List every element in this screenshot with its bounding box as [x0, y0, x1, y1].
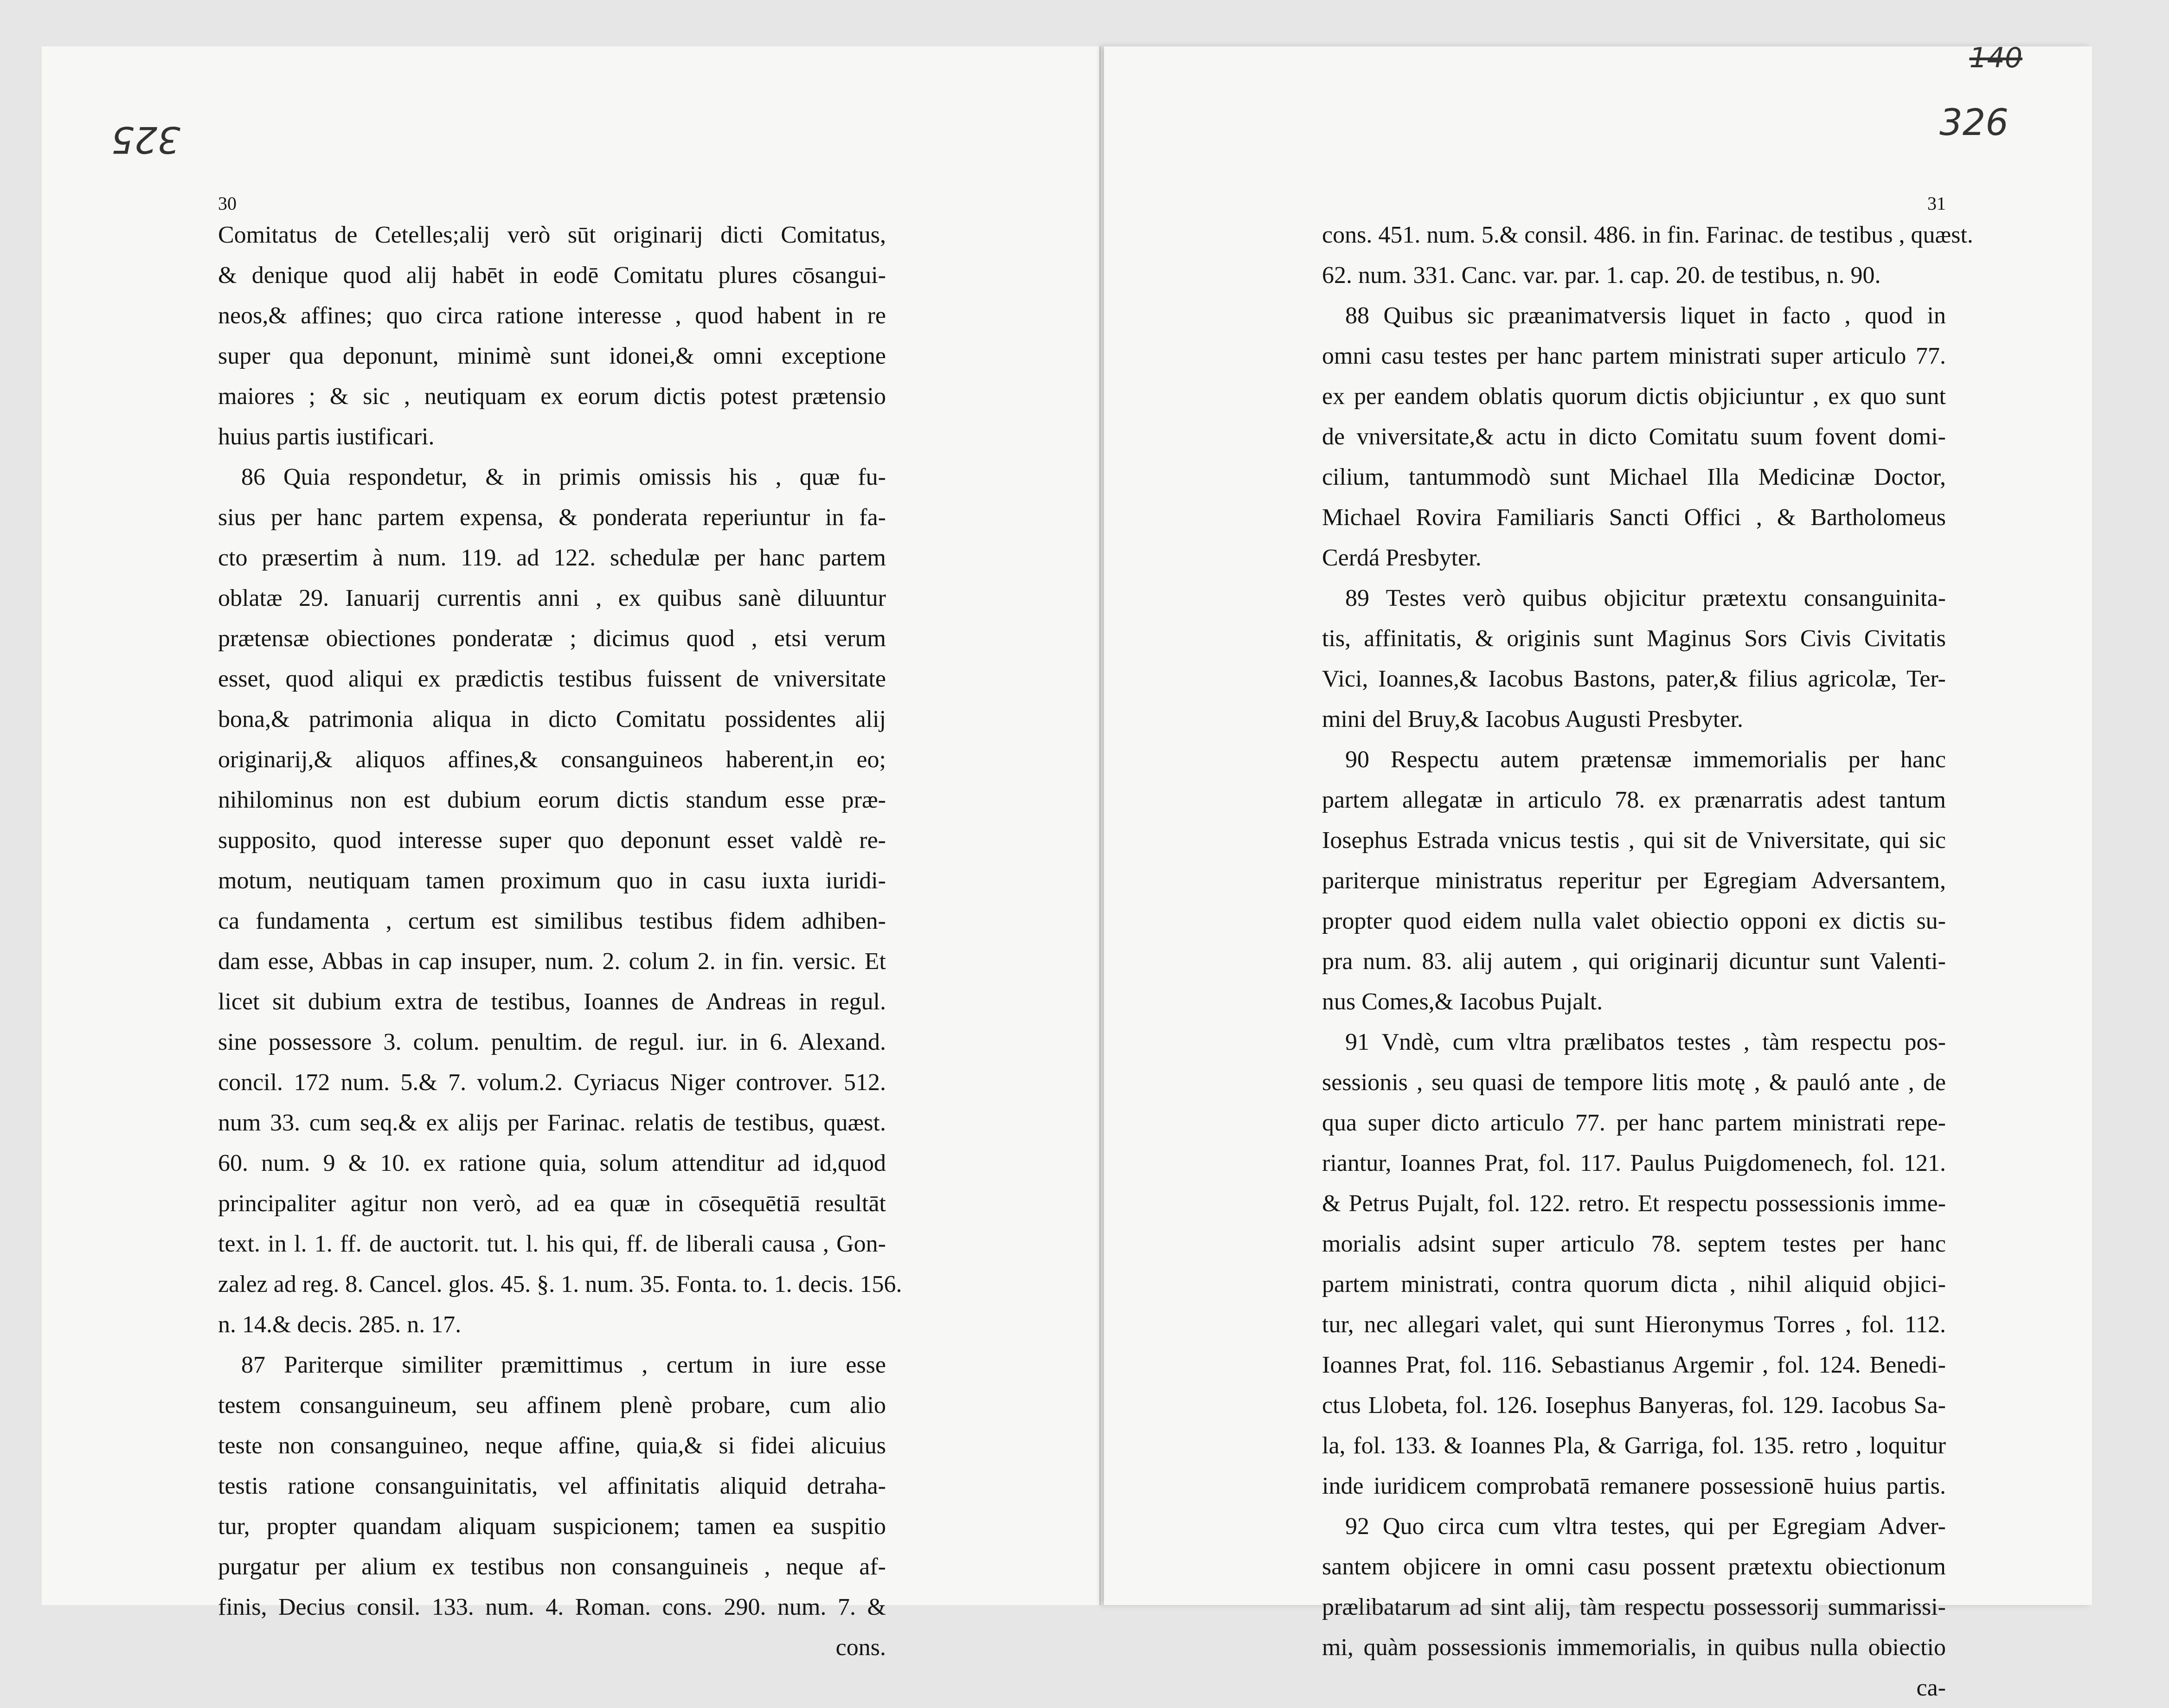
text-line: teste non consanguineo, neque affine, quia,& si fidei alicuius — [218, 1432, 886, 1459]
text-line: zalez ad reg. 8. Cancel. glos. 45. §. 1. num. 35. Fonta. to. 1. decis. 156. — [218, 1271, 902, 1297]
text-line: huius partis iustificari. — [218, 424, 435, 450]
text-line: prælibatarum ad sint alij, tàm respectu possessorij summarissi- — [1322, 1594, 1946, 1620]
text-line: maiores ; & sic , neutiquam ex eorum dictis potest prætensio — [218, 383, 886, 410]
text-line: cto præsertim à num. 119. ad 122. schedulæ per hanc partem — [218, 545, 886, 571]
text-line: Vici, Ioannes,& Iacobus Bastons, pater,& filius agricolæ, Ter- — [1322, 666, 1946, 692]
text-line: Cerdá Presbyter. — [1322, 545, 1482, 571]
text-line: purgatur per alium ex testibus non consanguineis , neque af- — [218, 1554, 886, 1580]
text-line: bona,& patrimonia aliqua in dicto Comitatu possidentes alij — [218, 706, 886, 732]
handwritten-folio-number: 326 — [1939, 102, 2009, 144]
text-line: 87 Pariterque similiter præmittimus , certum in iure esse — [241, 1352, 886, 1378]
text-line: 89 Testes verò quibus objicitur prætextu consanguinita- — [1345, 585, 1946, 611]
text-line: propter quod eidem nulla valet obiectio opponi ex dictis su- — [1322, 908, 1946, 934]
text-line: dam esse, Abbas in cap insuper, num. 2. colum 2. in fin. versic. Et — [218, 948, 886, 975]
text-line: neos,& affines; quo circa ratione interesse , quod habent in re — [218, 302, 886, 329]
text-line: pra num. 83. alij autem , qui originarij dicuntur sunt Valenti- — [1322, 948, 1946, 975]
text-line: de vniversitate,& actu in dicto Comitatu suum fovent domi- — [1322, 424, 1946, 450]
right-lines — [1322, 215, 1973, 1708]
text-line: Michael Rovira Familiaris Sancti Offici , & Bartholomeus — [1322, 504, 1946, 531]
text-line: Ioannes Prat, fol. 116. Sebastianus Argemir , fol. 124. Benedi- — [1322, 1352, 1946, 1378]
text-line: ca fundamenta , certum est similibus testibus fidem adhiben- — [218, 908, 886, 934]
text-line: nihilominus non est dubium eorum dictis standum esse præ- — [218, 787, 886, 813]
text-line: pariterque ministratus reperitur per Egregiam Adversantem, — [1322, 867, 1946, 894]
text-line: Iosephus Estrada vnicus testis , qui sit de Vniversitate, qui sic — [1322, 827, 1946, 854]
page-number: 30 — [218, 193, 237, 214]
text-line: num 33. cum seq.& ex alijs per Farinac. relatis de testibus, quæst. — [218, 1110, 886, 1136]
text-line: santem objicere in omni casu possent prætextu obiectionum — [1322, 1554, 1946, 1580]
text-line: mi, quàm possessionis immemorialis, in quibus nulla obiectio — [1322, 1634, 1946, 1661]
text-line: & Petrus Pujalt, fol. 122. retro. Et respectu possessionis imme- — [1322, 1190, 1946, 1217]
left-lines — [218, 215, 902, 1668]
text-line: ca- — [1916, 1675, 1946, 1701]
text-line: oblatæ 29. Ianuarij currentis anni , ex quibus sanè diluuntur — [218, 585, 886, 611]
text-line: cons. 451. num. 5.& consil. 486. in fin. Farinac. de testibus , quæst. — [1322, 222, 1973, 248]
text-line: tur, nec allegari valet, qui sunt Hieronymus Torres , fol. 112. — [1322, 1311, 1946, 1338]
text-line: n. 14.& decis. 285. n. 17. — [218, 1311, 462, 1338]
text-line: partem ministrati, contra quorum dicta , nihil aliquid objici- — [1322, 1271, 1946, 1297]
text-line: la, fol. 133. & Ioannes Pla, & Garriga, fol. 135. retro , loquitur — [1322, 1432, 1946, 1459]
text-line: testem consanguineum, seu affinem plenè probare, cum alio — [218, 1392, 886, 1419]
text-line: 88 Quibus sic præanimatversis liquet in facto , quod in — [1345, 302, 1946, 329]
text-line: 86 Quia respondetur, & in primis omissis his , quæ fu- — [241, 464, 886, 490]
text-line: partem allegatæ in articulo 78. ex prænarratis adest tantum — [1322, 787, 1946, 813]
text-line: riantur, Ioannes Prat, fol. 117. Paulus Puigdomenech, fol. 121. — [1322, 1150, 1946, 1176]
handwritten-folio-number: 325 — [111, 118, 180, 160]
text-line: & denique quod alij habēt in eodē Comitatu plures cōsangui- — [218, 262, 886, 289]
text-line: finis, Decius consil. 133. num. 4. Roman. cons. 290. num. 7. & — [218, 1594, 886, 1620]
text-line: Comitatus de Cetelles;alij verò sūt originarij dicti Comitatus, — [218, 222, 886, 248]
text-line: sius per hanc partem expensa, & ponderata reperiuntur in fa- — [218, 504, 886, 531]
right-text-block — [1322, 193, 1973, 1708]
text-line: super qua deponunt, minimè sunt idonei,& omni exceptione — [218, 343, 886, 369]
text-line: 60. num. 9 & 10. ex ratione quia, solum attenditur ad id,quod — [218, 1150, 886, 1176]
text-line: ctus Llobeta, fol. 126. Iosephus Banyeras, fol. 129. Iacobus Sa- — [1322, 1392, 1946, 1419]
text-line: prætensæ obiectiones ponderatæ ; dicimus quod , etsi verum — [218, 625, 886, 652]
right-page — [1104, 42, 2092, 1701]
text-line: mini del Bruy,& Iacobus Augusti Presbyter. — [1322, 706, 1743, 732]
text-line: ex per eandem oblatis quorum dictis objiciuntur , ex quo sunt — [1322, 383, 1946, 410]
text-line: licet sit dubium extra de testibus, Ioannes de Andreas in regul. — [218, 989, 886, 1015]
left-text-block — [218, 193, 902, 1668]
text-line: testis ratione consanguinitatis, vel affinitatis aliquid detraha- — [218, 1473, 886, 1499]
text-line: tur, propter quandam aliquam suspicionem; tamen ea suspitio — [218, 1513, 886, 1540]
text-line: principaliter agitur non verò, ad ea quæ in cōsequētiā resultāt — [218, 1190, 886, 1217]
text-line: morialis adsint super articulo 78. septem testes per hanc — [1322, 1231, 1946, 1257]
text-line: concil. 172 num. 5.& 7. volum.2. Cyriacus Niger controver. 512. — [218, 1069, 886, 1096]
text-line: nus Comes,& Iacobus Pujalt. — [1322, 989, 1603, 1015]
text-line: text. in l. 1. ff. de auctorit. tut. l. his qui, ff. de liberali causa , Gon- — [218, 1231, 886, 1257]
text-line: esset, quod aliqui ex prædictis testibus fuissent de vniversitate — [218, 666, 886, 692]
text-line: omni casu testes per hanc partem ministrati super articulo 77. — [1322, 343, 1946, 369]
text-line: sine possessore 3. colum. penultim. de regul. iur. in 6. Alexand. — [218, 1029, 886, 1055]
text-line: tis, affinitatis, & originis sunt Maginus Sors Civis Civitatis — [1322, 625, 1946, 652]
text-line: cilium, tantummodò sunt Michael Illa Medicinæ Doctor, — [1322, 464, 1946, 490]
text-line: 91 Vndè, cum vltra prælibatos testes , tàm respectu pos- — [1345, 1029, 1946, 1055]
text-line: 92 Quo circa cum vltra testes, qui per Egregiam Adver- — [1345, 1513, 1946, 1540]
text-line: inde iuridicem comprobatā remanere possessionē huius partis. — [1322, 1473, 1946, 1499]
text-line: 90 Respectu autem prætensæ immemorialis per hanc — [1345, 746, 1946, 773]
page-number: 31 — [1927, 193, 1946, 214]
text-line: originarij,& aliquos affines,& consanguineos haberent,in eo; — [218, 746, 886, 773]
text-line: supposito, quod interesse super quo deponunt esset valdè re- — [218, 827, 886, 854]
text-line: motum, neutiquam tamen proximum quo in casu iuxta iuridi- — [218, 867, 886, 894]
text-line: cons. — [835, 1634, 886, 1661]
left-page — [42, 46, 1101, 1661]
text-line: 62. num. 331. Canc. var. par. 1. cap. 20. de testibus, n. 90. — [1322, 262, 1881, 289]
text-line: sessionis , seu quasi de tempore litis motę , & pauló ante , de — [1322, 1069, 1946, 1096]
handwritten-struck-folio: 140 — [1969, 42, 2022, 74]
text-line: qua super dicto articulo 77. per hanc partem ministrati repe- — [1322, 1110, 1946, 1136]
book-spread — [42, 42, 2092, 1701]
